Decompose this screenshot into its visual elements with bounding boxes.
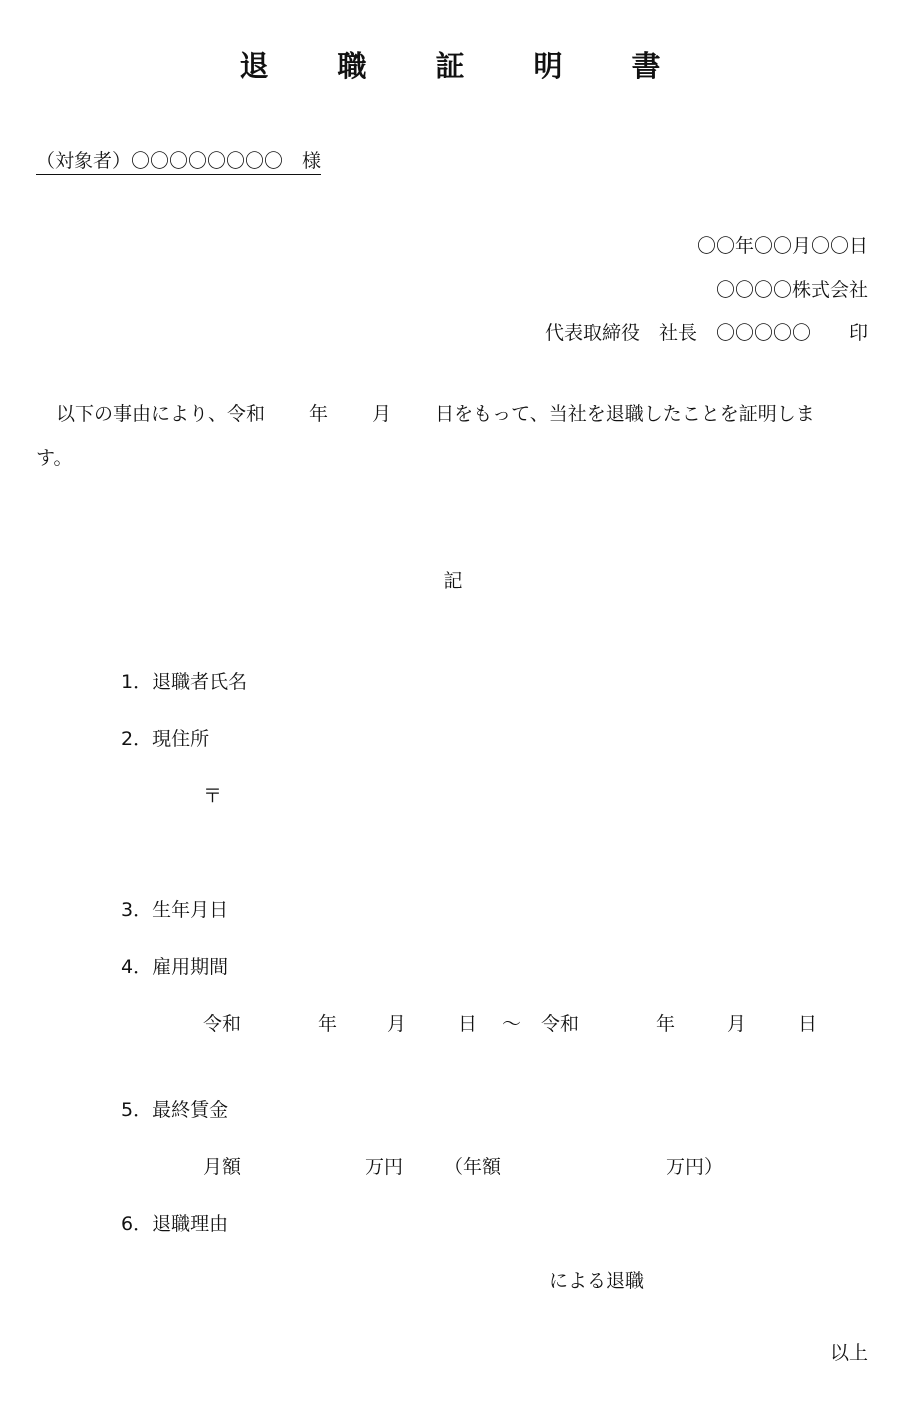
item-current-address: 2．現住所: [121, 728, 210, 750]
period-to-era: 令和: [541, 1013, 580, 1035]
period-from-month: 月: [387, 1013, 407, 1035]
period-from-day: 日: [458, 1013, 478, 1035]
annual-label: （年額: [444, 1156, 502, 1178]
item-birthdate: 3．生年月日: [121, 899, 229, 921]
item-employment-period: 4．雇用期間: [121, 956, 229, 978]
period-from-era: 令和: [203, 1013, 242, 1035]
period-to-month: 月: [727, 1013, 747, 1035]
period-tilde: ～: [502, 1013, 522, 1035]
reason-suffix: による退職: [549, 1270, 645, 1292]
monthly-unit: 万円: [365, 1156, 404, 1178]
monthly-label: 月額: [203, 1156, 242, 1178]
postal-mark: 〒: [203, 785, 223, 807]
annual-unit: 万円）: [666, 1156, 724, 1178]
period-to-year: 年: [656, 1013, 676, 1035]
statement-line-1: 以下の事由により、令和 年 月 日をもって、当社を退職したことを証明しま: [56, 403, 815, 425]
ki-heading: 記: [443, 570, 463, 592]
addressee: （対象者）〇〇〇〇〇〇〇〇 様: [36, 146, 321, 175]
period-to-day: 日: [798, 1013, 818, 1035]
statement-line-2: す。: [36, 447, 73, 469]
company-name: 〇〇〇〇株式会社: [715, 279, 868, 301]
period-from-year: 年: [318, 1013, 338, 1035]
issue-date: 〇〇年〇〇月〇〇日: [696, 235, 868, 257]
document-title: 退 職 証 明 書: [239, 49, 681, 83]
closing-mark: 以上: [829, 1342, 868, 1364]
item-final-wage: 5．最終賃金: [121, 1099, 229, 1121]
representative: 代表取締役 社長 〇〇〇〇〇 印: [544, 322, 868, 344]
item-retirement-reason: 6．退職理由: [121, 1213, 229, 1235]
item-retiree-name: 1．退職者氏名: [121, 671, 248, 693]
